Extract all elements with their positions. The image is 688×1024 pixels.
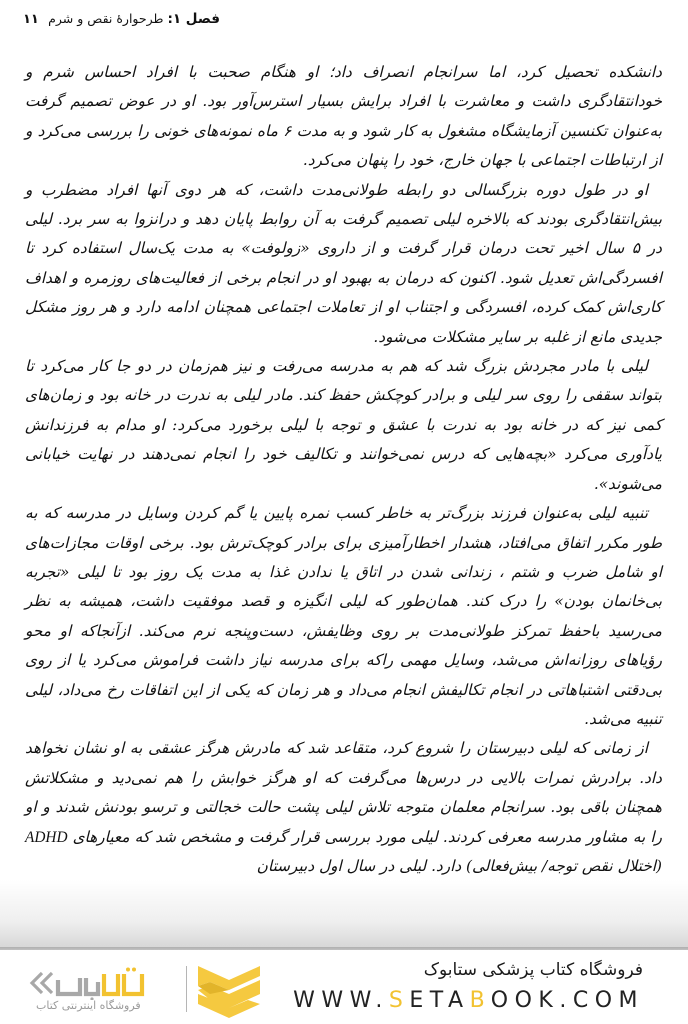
- url-part-www: WWW.: [293, 988, 389, 1013]
- chevron-s-emblem-icon: [196, 964, 262, 1018]
- body-text: [25, 58, 662, 881]
- paragraph-4: تنبیه لیلی به‌عنوان فرزند بزرگ‌تر به خاطر کسب نمره پایین یا گم کردن وسایل در مدرسه که به طور مکرر اتفاق می‌افتاد، هشدار اخطارآمیزی برای برادر کوچک‌ترش بود. برخی اوقات مجازات‌های او شامل ضرب و شتم ، زندانی شدن در اتاق یا ندادن غذا به مدت یک روز بود تا لیلی «تجربه بی‌خانمان بودن» را درک کند. همان‌طور که لیلی انگیزه و قصد موفقیت داشت، همیشه به نظر می‌رسید باحفظ تمرکز طولانی‌مدت بر روی وظایفش، دست‌وپنجه نرم می‌کند. ازآنجاکه او محو رؤیاهای روزانه‌اش می‌شد، وسایل مهمی راکه برای مدرسه نیاز داشت فراموش می‌کرد یا از روی بی‌دقتی اشتباهاتی در انجام تکالیفش انجام می‌داد و هر زمان که یکی از این اتفاقات رخ می‌داد، لیلی تنبیه می‌شد.: [25, 504, 662, 728]
- page-number: ۱۱: [23, 12, 39, 27]
- page-header: [0, 8, 688, 32]
- setabook-wordmark-logo: [28, 966, 148, 1000]
- paragraph-5-text-end: (اختلال نقص توجه/ بیش‌فعالی) دارد. لیلی در سال اول دبیرستان: [256, 856, 662, 875]
- chapter-title: طرحوارهٔ نقص و شرم: [48, 11, 164, 26]
- paragraph-2: او در طول دوره بزرگسالی دو رابطه طولانی‌مدت داشت، که هر دوی آنها افراد مضطرب و بیش‌انتقادگری بودند که بالاخره لیلی تصمیم گرفت به آن روابط پایان دهد و درانزوا به سر برد. لیلی در ۵ سال اخیر تحت درمان قرار گرفت و از داروی «زولوفت» به مدت یک‌سال استفاده کرد تا افسردگی‌اش تعدیل شود. اکنون که درمان به بهبود او در انجام برخی از فعالیت‌های روزمره و اهداف کاری‌اش کمک کرده، افسردگی و اجتناب او از تعاملات اجتماعی همچنان ادامه دارد و هر روز مشکل جدیدی مانع از غلبه بر سایر مشکلات می‌شود.: [25, 180, 662, 346]
- chapter-label: فصل ۱:: [167, 11, 220, 27]
- url-part-b: B: [469, 988, 491, 1013]
- paragraph-5: [25, 734, 662, 881]
- logo-tagline: فروشگاه اینترنتی کتاب: [36, 999, 141, 1012]
- double-chevron-left-icon: [32, 973, 52, 993]
- store-url-link[interactable]: [293, 988, 644, 1013]
- paragraph-1: دانشکده تحصیل کرد، اما سرانجام انصراف داد؛ او هنگام صحبت با افراد احساس شرم و خودانتقادگری داشت و معاشرت با افراد برایش بسیار استرس‌آور بود. او در عوض تصمیم گرفت به‌عنوان تکنسین آزمایشگاه مشغول به کار شود و به مدت ۶ ماه نمونه‌های خونی را بررسی می‌کرد و از ارتباطات اجتماعی با جهان خارج، خود را پنهان می‌کرد.: [25, 63, 663, 170]
- url-part-s: S: [388, 988, 410, 1013]
- paragraph-5-text-start: از زمانی که لیلی دبیرستان را شروع کرد، متقاعد شد که مادرش هرگز عشقی به او نشان نخواهد داد. برادرش نمرات بالایی در درس‌ها می‌گرفت که او هرگز خوابش را هم نمی‌دید و مشکلاتش همچنان باقی بود. سرانجام معلمان متوجه تلاش لیلی پشت حالت خجالتی و ترسو بودنش شدند و او را به مشاور مدرسه معرفی کردند. لیلی مورد بررسی قرار گرفت و مشخص شد که معیارهای: [25, 739, 662, 846]
- paragraph-3: لیلی با مادر مجردش بزرگ شد که هم به مدرسه می‌رفت و نیز هم‌زمان در دو جا کار می‌کرد تا بتواند سقفی را روی سر لیلی و برادر کوچکش حفظ کند. مادر لیلی به ندرت در خانه بود و زمان‌های کمی نیز که در خانه بود به ندرت با عشق و توجه با لیلی برخورد می‌کرد: او مدام به فرزندانش یادآوری می‌کرد «بچه‌هایی که درس نمی‌خوانند و تکالیف خود را انجام نمی‌دهند در نهایت خیابانی می‌شوند».: [25, 357, 662, 493]
- adhd-term: ADHD: [25, 828, 68, 846]
- logo-divider: [186, 966, 187, 1012]
- store-name: فروشگاه کتاب پزشکی ستابوک: [423, 960, 643, 980]
- page-fade-overlay: [0, 880, 688, 950]
- url-part-eta: ETA: [409, 988, 470, 1013]
- url-part-ook-com: OOK.COM: [490, 988, 644, 1013]
- running-head: [48, 11, 220, 27]
- store-banner[interactable]: [0, 950, 688, 1024]
